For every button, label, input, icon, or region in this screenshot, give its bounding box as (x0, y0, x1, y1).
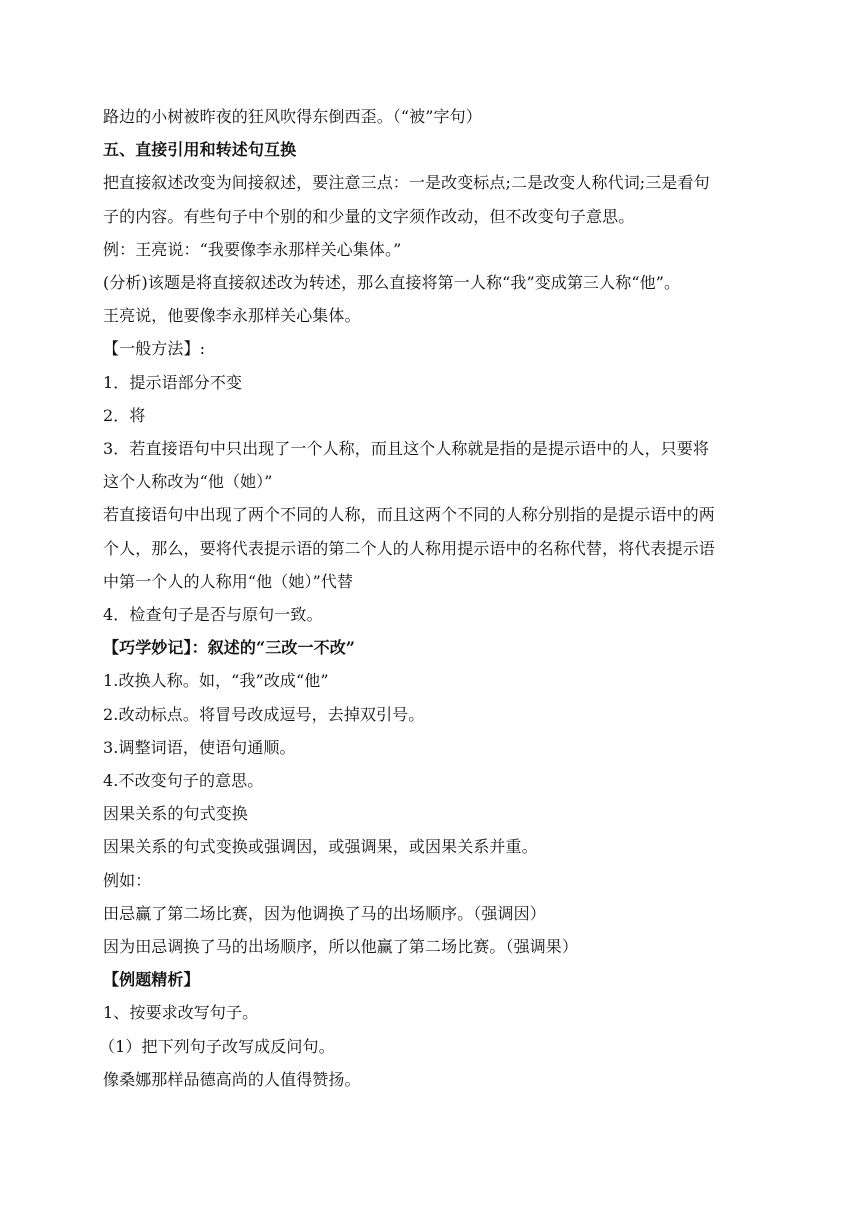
list-item-tip-3: 3.调整词语，使语句通顺。 (103, 737, 296, 757)
document-body (99, 100, 763, 1096)
text-line-passive-example: 路边的小树被昨夜的狂风吹得东倒西歪。（“被”字句） (103, 107, 482, 126)
list-item-method-3: 3．若直接语句中只出现了一个人称，而且这个人称就是指的是提示语中的人，只要将 (103, 439, 709, 459)
text-line-example: 例：王亮说：“我要像李永那样关心集体。” (103, 239, 402, 259)
text-line-intro-1: 把直接叙述改变为间接叙述，要注意三点：一是改变标点;二是改变人称代词;三是看句 (103, 173, 710, 193)
list-item-method-4: 4．检查句子是否与原句一致。 (103, 605, 323, 625)
section-heading-example-analysis: 【例题精析】 (103, 970, 200, 990)
text-line-answer: 王亮说，他要像李永那样关心集体。 (103, 306, 361, 326)
list-item-tip-4: 4.不改变句子的意思。 (103, 771, 264, 791)
text-line-causal-example-2: 因为田忌调换了马的出场顺序，所以他赢了第二场比赛。（强调果） (103, 937, 579, 957)
question-1: 1、按要求改写句子。 (103, 1003, 259, 1023)
question-1-part-1: （1）把下列句子改写成反问句。 (99, 1036, 335, 1056)
text-line-two-persons-3: 中第一个人的人称用“他（她）”代替 (103, 571, 354, 591)
list-item-method-1: 1．提示语部分不变 (103, 372, 243, 392)
text-line-two-persons-1: 若直接语句中出现了两个不同的人称，而且这两个不同的人称分别指的是提示语中的两 (103, 505, 715, 525)
subheading-memory-tip: 【巧学妙记】：叙述的“三改一不改” (103, 638, 356, 658)
text-line-causal-desc: 因果关系的句式变换或强调因，或强调果，或因果关系并重。 (103, 837, 538, 857)
subheading-causal-transform: 因果关系的句式变换 (103, 804, 248, 824)
section-heading-quote-conversion: 五、直接引用和转述句互换 (103, 140, 297, 160)
text-line-causal-example-1: 田忌赢了第二场比赛，因为他调换了马的出场顺序。（强调因） (103, 903, 546, 923)
list-item-tip-2: 2.改动标点。将冒号改成逗号，去掉双引号。 (103, 704, 425, 724)
text-line-two-persons-2: 个人，那么，要将代表提示语的第二个人的人称用提示语中的名称代替，将代表提示语 (103, 538, 715, 558)
text-line-for-example: 例如： (103, 870, 152, 890)
question-1-sentence: 像桑娜那样品德高尚的人值得赞扬。 (103, 1069, 361, 1089)
subheading-general-method: 【一般方法】: (103, 339, 206, 359)
list-item-tip-1: 1.改换人称。如，“我”改成“他” (103, 671, 329, 691)
text-line-analysis: (分析)该题是将直接叙述改为转述，那么直接将第一人称“我”变成第三人称“他”。 (103, 273, 681, 293)
text-line-intro-2: 子的内容。有些句子中个别的和少量的文字须作改动，但不改变句子意思。 (103, 206, 635, 226)
list-item-method-3-cont: 这个人称改为“他（她）” (103, 472, 273, 492)
list-item-method-2: 2．将 (103, 405, 146, 425)
